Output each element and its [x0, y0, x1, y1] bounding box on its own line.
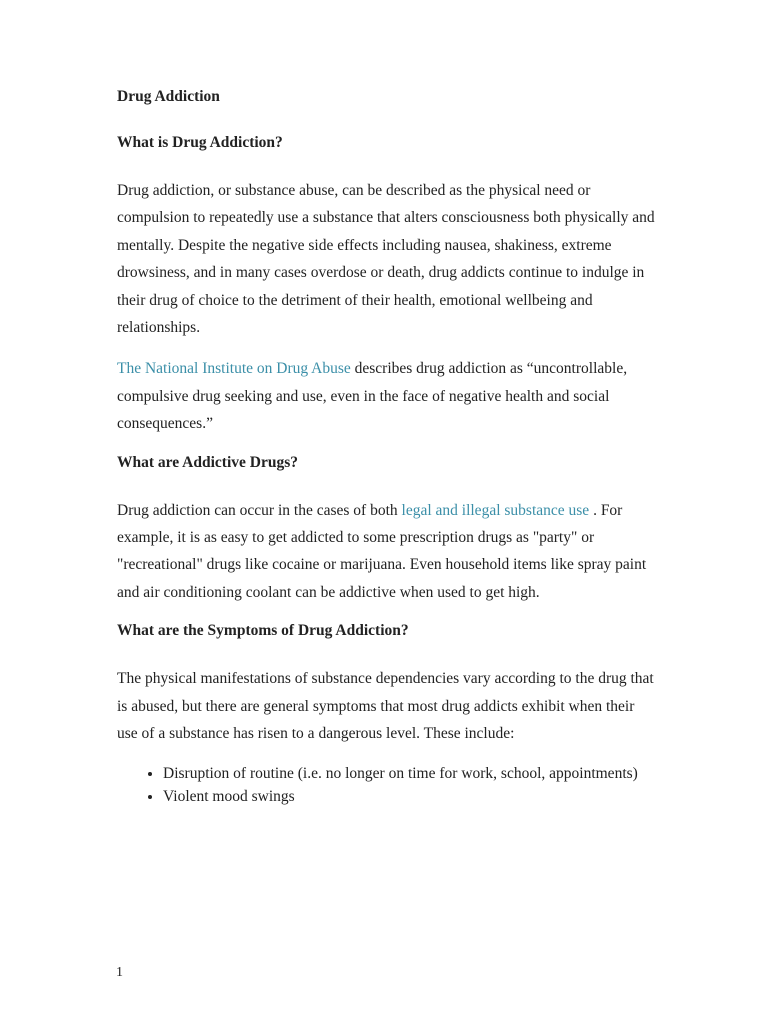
section-heading-symptoms: What are the Symptoms of Drug Addiction?: [117, 622, 409, 640]
list-item: • Violent mood swings: [163, 785, 657, 809]
link-nida[interactable]: The National Institute on Drug Abuse: [117, 360, 351, 378]
paragraph-addictive-prefix: Drug addiction can occur in the cases of both: [117, 501, 402, 519]
section-heading-addictive-drugs: What are Addictive Drugs?: [117, 453, 298, 471]
section-heading-what-is: What is Drug Addiction?: [117, 134, 283, 151]
document-title: Drug Addiction: [117, 88, 220, 105]
paragraph-nida: [117, 355, 657, 437]
list-item: • Disruption of routine (i.e. no longer on time for work, school, appointments): [163, 762, 657, 786]
paragraph-nida-text: describes drug addiction as “uncontrollable, compulsive drug seeking and use, even in the face of negative health and social consequences.”: [117, 360, 628, 433]
document-body: [117, 86, 657, 809]
paragraph-symptoms: The physical manifestations of substance dependencies vary according to the drug that is abused, but there are general symptoms that most drug addicts exhibit when their use of a substance has risen to a dangerous level. These include:: [117, 670, 654, 743]
paragraph-addictive-suffix: . For example, it is as easy to get addicted to some prescription drugs as "party" or "recreational" drugs like cocaine or marijuana. Even household items like spray paint and air conditioning coolant can be addictive when used to get high.: [117, 501, 647, 601]
paragraph-definition: Drug addiction, or substance abuse, can be described as the physical need or compulsion to repeatedly use a substance that alters consciousness both physically and mentally. Despite the negative side effects including nausea, shakiness, extreme drowsiness, and in many cases overdose or death, drug addicts continue to indulge in their drug of choice to the detriment of their health, emotional wellbeing and relationships.: [117, 182, 655, 337]
symptoms-list: [117, 762, 657, 809]
paragraph-addictive-drugs: [117, 497, 657, 607]
link-legal-illegal-substance-use[interactable]: legal and illegal substance use: [401, 501, 590, 519]
page-number: 1: [116, 965, 123, 980]
